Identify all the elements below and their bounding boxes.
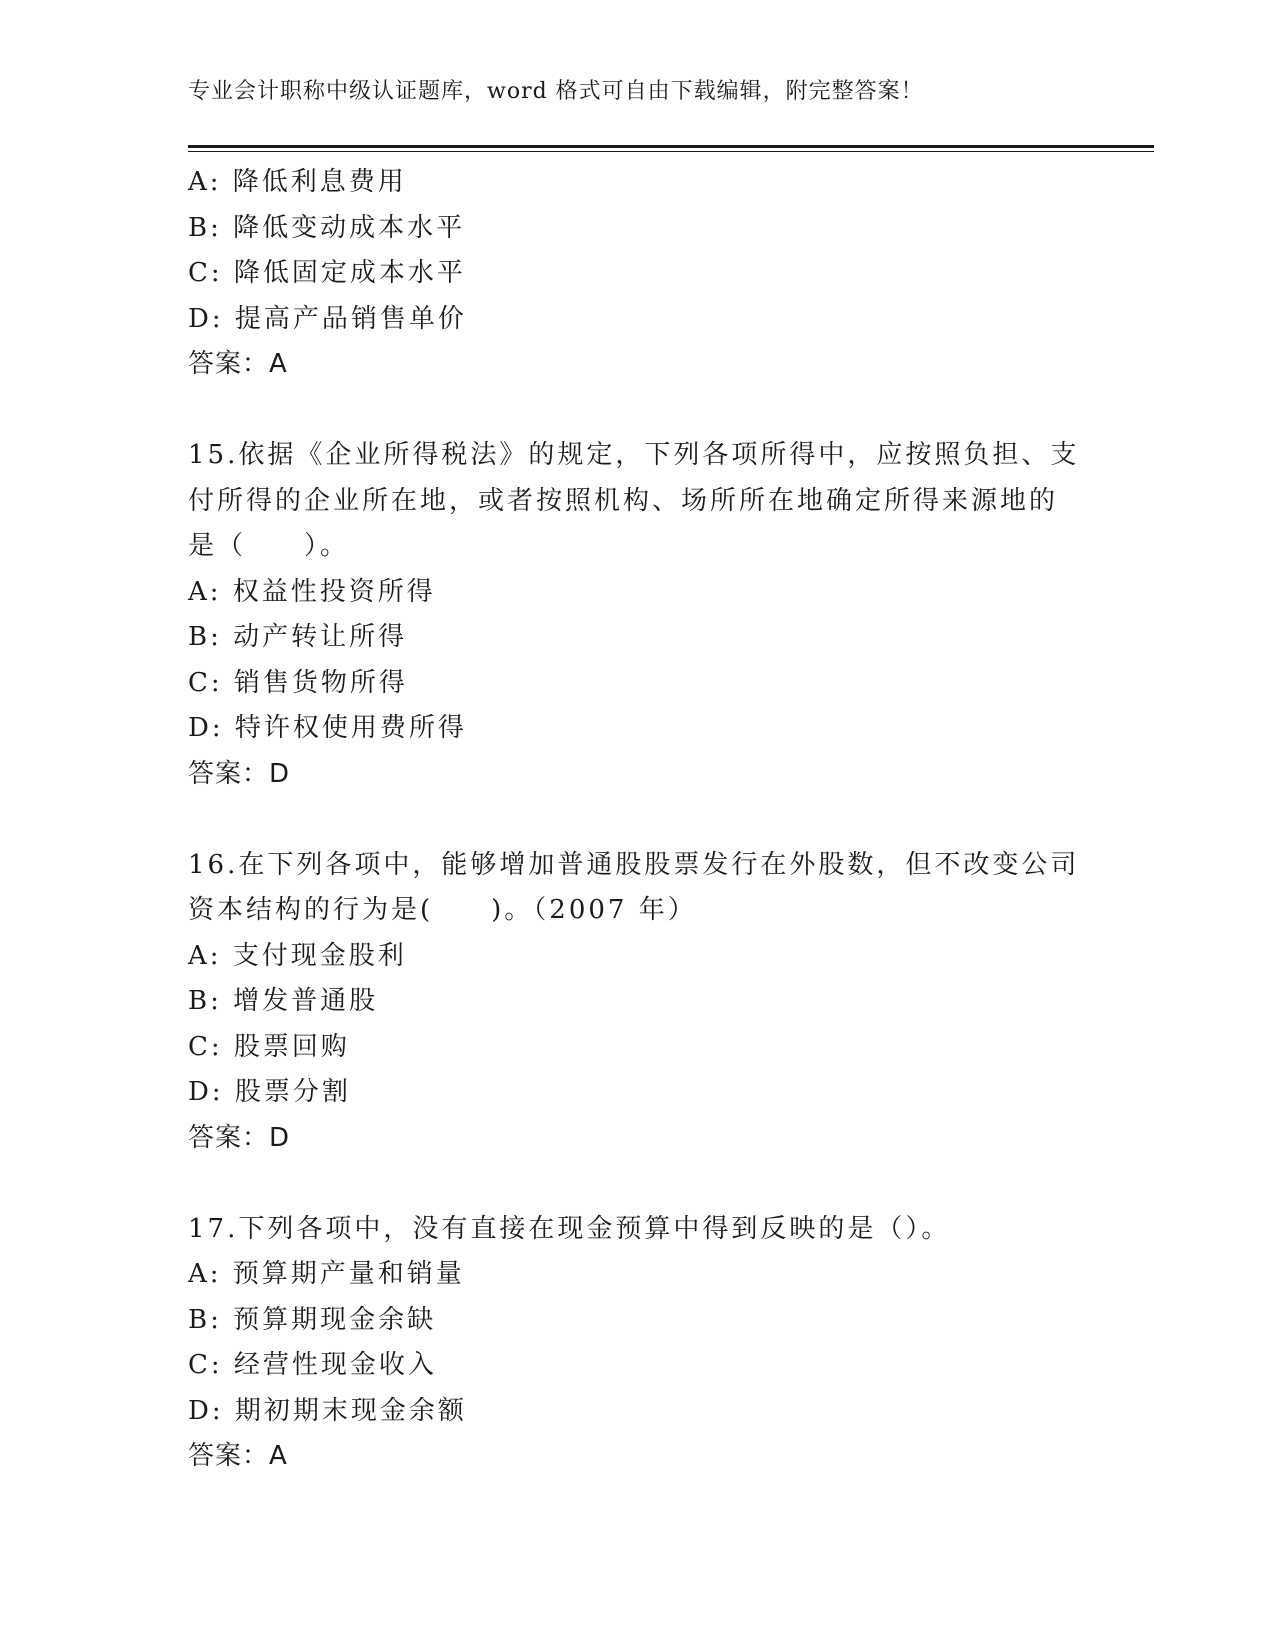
- question-text-line: 16.在下列各项中，能够增加普通股股票发行在外股数，但不改变公司: [188, 849, 1080, 880]
- question-15: [188, 433, 1088, 797]
- question-text-line: 是（ ）。: [188, 531, 350, 561]
- option-a: A: 权益性投资所得: [188, 576, 436, 607]
- question-text-line: 资本结构的行为是( )。（2007 年）: [188, 895, 697, 925]
- header-rule-thick: [188, 145, 1154, 148]
- option-c: C: 经营性现金收入: [188, 1350, 437, 1380]
- question-16: [188, 843, 1088, 1162]
- question-text-line: 付所得的企业所在地，或者按照机构、场所所在地确定所得来源地的: [188, 485, 1059, 516]
- spacer: [188, 797, 1088, 843]
- option-d: D: 特许权使用费所得: [188, 713, 467, 743]
- option-a: A: 预算期产量和销量: [188, 1259, 465, 1289]
- question-content: [188, 160, 1088, 1480]
- spacer: [188, 1161, 1088, 1207]
- header-rule-thin: [188, 151, 1154, 152]
- option-b: B: 增发普通股: [188, 986, 379, 1016]
- question-text-line: 15.依据《企业所得税法》的规定，下列各项所得中，应按照负担、支: [188, 440, 1080, 470]
- page-header: 专业会计职称中级认证题库，word 格式可自由下载编辑，附完整答案！: [188, 79, 924, 104]
- spacer: [188, 388, 1088, 434]
- answer: 答案：A: [188, 1441, 288, 1471]
- option-d: D: 提高产品销售单价: [188, 303, 467, 334]
- option-c: C: 降低固定成本水平: [188, 258, 466, 288]
- question-17: [188, 1207, 1088, 1480]
- option-b: B: 降低变动成本水平: [188, 212, 466, 243]
- option-a: A: 降低利息费用: [188, 167, 407, 197]
- answer: 答案：D: [188, 1122, 291, 1153]
- answer: 答案：A: [188, 349, 288, 379]
- option-b: B: 预算期现金余缺: [188, 1304, 437, 1335]
- option-b: B: 动产转让所得: [188, 622, 408, 652]
- option-d: D: 股票分割: [188, 1077, 351, 1107]
- option-c: C: 股票回购: [188, 1031, 350, 1062]
- option-d: D: 期初期末现金余额: [188, 1395, 467, 1426]
- question-text-line: 17.下列各项中，没有直接在现金预算中得到反映的是（）。: [188, 1213, 951, 1244]
- answer: 答案：D: [188, 758, 291, 789]
- question-14: [188, 160, 1088, 388]
- option-c: C: 销售货物所得: [188, 667, 408, 698]
- option-a: A: 支付现金股利: [188, 940, 407, 971]
